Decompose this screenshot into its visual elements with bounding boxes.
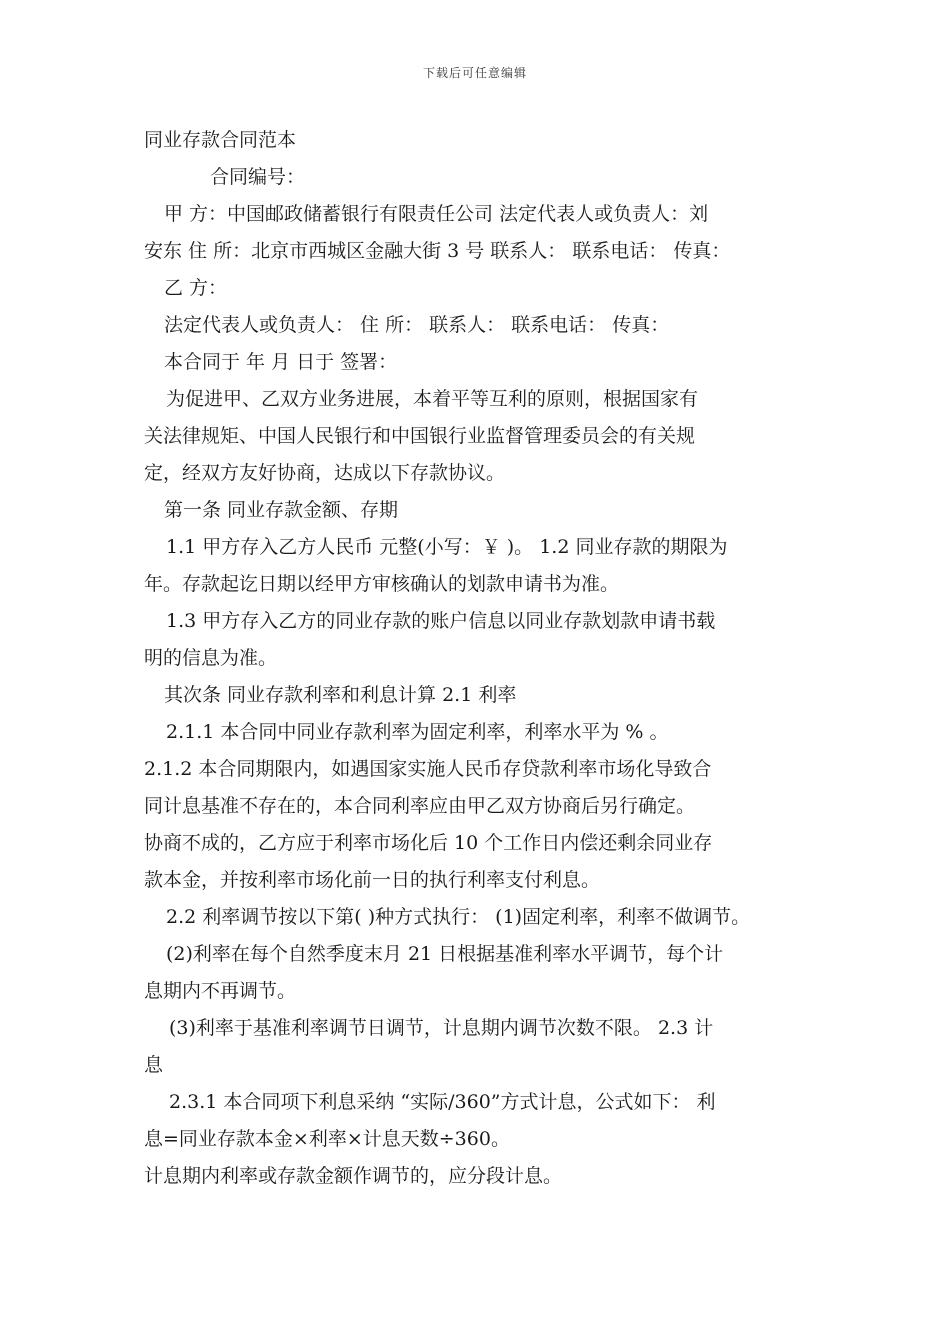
document-line: 第一条 同业存款金额、存期 [164, 499, 399, 521]
document-line: 明的信息为准。 [144, 647, 278, 669]
page-header-note: 下载后可任意编辑 [422, 66, 527, 80]
document-line: 法定代表人或负责人： 住 所： 联系人： 联系电话： 传真： [164, 314, 670, 336]
document-line: 款本金，并按利率市场化前一日的执行利率支付利息。 [144, 869, 601, 891]
document-line: 息期内不再调节。 [144, 980, 297, 1002]
document-title: 同业存款合同范本 [144, 129, 297, 151]
document-line: 2.3.1 本合同项下利息采纳 “实际/360”方式计息，公式如下： 利 [169, 1091, 716, 1113]
document-line: 2.1.1 本合同中同业存款利率为固定利率，利率水平为 % 。 [166, 721, 669, 743]
document-line: (3)利率于基准利率调节日调节，计息期内调节次数不限。 2.3 计 [169, 1017, 714, 1039]
document-line: 其次条 同业存款利率和利息计算 2.1 利率 [164, 684, 517, 706]
document-line: 1.1 甲方存入乙方人民币 元整(小写：￥ )。 1.2 同业存款的期限为 [166, 536, 728, 558]
document-line: (2)利率在每个自然季度末月 21 日根据基准利率水平调节，每个计 [166, 943, 724, 965]
document-line: 合同编号： [210, 166, 306, 188]
document-line: 息 [144, 1054, 164, 1076]
document-line: 1.3 甲方存入乙方的同业存款的账户信息以同业存款划款申请书载 [166, 610, 716, 632]
document-line: 年。存款起讫日期以经甲方审核确认的划款申请书为准。 [144, 573, 620, 595]
document-line: 计息期内利率或存款金额作调节的，应分段计息。 [144, 1165, 563, 1187]
document-line: 协商不成的，乙方应于利率市场化后 10 个工作日内偿还剩余同业存 [144, 832, 713, 854]
document-line: 为促进甲、乙双方业务进展，本着平等互利的原则，根据国家有 [166, 388, 699, 410]
document-line: 乙 方： [164, 277, 228, 299]
document-line: 2.1.2 本合同期限内，如遇国家实施人民币存贷款利率市场化导致合 [144, 758, 712, 780]
document-line: 甲 方：中国邮政储蓄银行有限责任公司 法定代表人或负责人：刘 [164, 203, 709, 225]
document-line: 2.2 利率调节按以下第( )种方式执行： (1)固定利率，利率不做调节。 [166, 906, 751, 928]
document-line: 息=同业存款本金×利率×计息天数÷360。 [144, 1128, 510, 1150]
document-line: 定，经双方友好协商，达成以下存款协议。 [144, 462, 506, 484]
document-line: 关法律规矩、中国人民银行和中国银行业监督管理委员会的有关规 [144, 425, 696, 447]
document-body [144, 122, 824, 1195]
document-line: 本合同于 年 月 日于 签署： [164, 351, 398, 373]
document-line: 安东 住 所：北京市西城区金融大街 3 号 联系人： 联系电话： 传真： [144, 240, 731, 262]
document-line: 同计息基准不存在的，本合同利率应由甲乙双方协商后另行确定。 [144, 795, 696, 817]
